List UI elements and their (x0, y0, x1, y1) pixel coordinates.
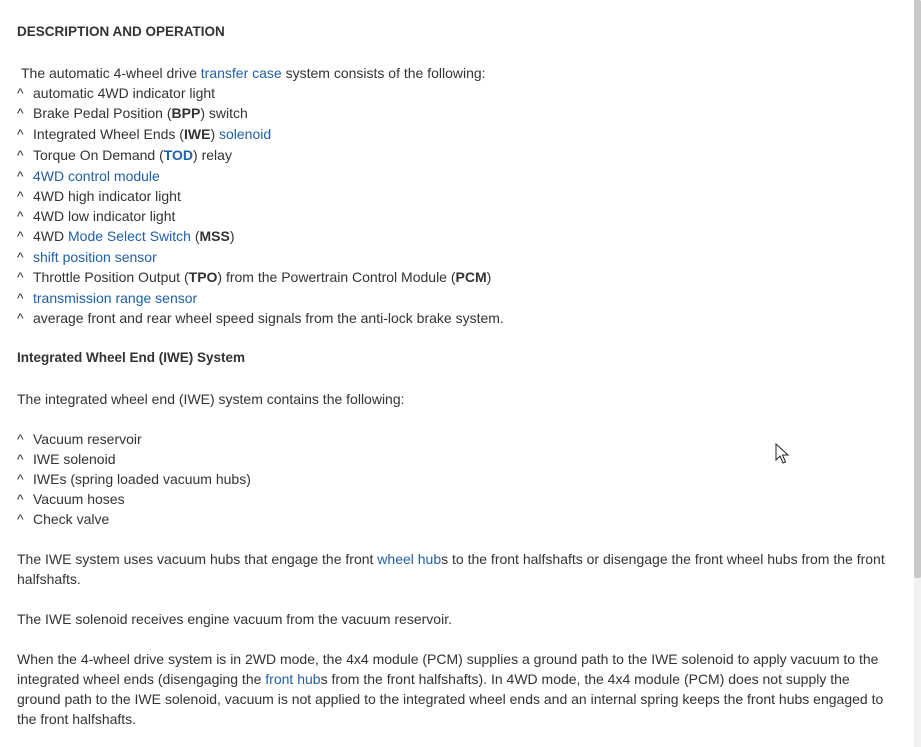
page-title: DESCRIPTION AND OPERATION (17, 24, 225, 39)
list-item: ^ 4WD control module (17, 168, 160, 184)
list-item: ^ Integrated Wheel Ends (IWE) solenoid (17, 126, 272, 142)
mouse-pointer-icon (775, 443, 789, 465)
list-item: ^ 4WD low indicator light (17, 208, 176, 224)
paragraph-iwe-system: The IWE system uses vacuum hubs that engage the front wheel hubs to the front halfshafts or disengage the front wheel hubs from the front halfshafts. (17, 551, 885, 587)
list-item: ^ Vacuum reservoir (17, 431, 142, 447)
list-item: ^ Brake Pedal Position (BPP) switch (17, 105, 248, 121)
list-item: ^ IWEs (spring loaded vacuum hubs) (17, 471, 251, 487)
intro-line: The automatic 4-wheel drive transfer case system consists of the following: (21, 65, 486, 81)
scrollbar-thumb[interactable] (914, 0, 921, 578)
list-item: ^ Torque On Demand (TOD) relay (17, 147, 232, 163)
link-mode-select-switch[interactable]: Mode Select Switch (68, 228, 191, 244)
link-shift-position-sensor[interactable]: shift position sensor (33, 249, 157, 265)
list-item: ^ transmission range sensor (17, 290, 198, 306)
list-item: ^ 4WD Mode Select Switch (MSS) (17, 228, 235, 244)
list-item: ^ Vacuum hoses (17, 491, 125, 507)
paragraph-2wd-mode: When the 4-wheel drive system is in 2WD mode, the 4x4 module (PCM) supplies a ground path to the IWE solenoid to apply vacuum to the integrated wheel ends (disengaging the front hubs from the front halfshafts). In 4WD mode, the 4x4 module (PCM) does not supply the ground path to the IWE solenoid, vacuum is not applied to the integrated wheel ends and an internal spring keeps the front hubs engaged to the front halfshafts. (17, 651, 884, 727)
list-item: ^ IWE solenoid (17, 451, 116, 467)
list-item: ^ Throttle Position Output (TPO) from the Powertrain Control Module (PCM) (17, 269, 492, 285)
link-transmission-range-sensor[interactable]: transmission range sensor (33, 290, 198, 306)
list-item: ^ 4WD high indicator light (17, 188, 181, 204)
list-item: ^ Check valve (17, 511, 110, 527)
link-wheel-hub[interactable]: wheel hub (377, 551, 442, 567)
paragraph-iwe-solenoid: The IWE solenoid receives engine vacuum from the vacuum reservoir. (17, 611, 452, 627)
list-item: ^ shift position sensor (17, 249, 157, 265)
link-solenoid[interactable]: solenoid (219, 126, 272, 142)
list-item: ^ automatic 4WD indicator light (17, 85, 216, 101)
scrollbar-track[interactable] (914, 0, 921, 747)
link-tod[interactable]: TOD (163, 147, 194, 163)
link-4wd-control-module[interactable]: 4WD control module (33, 168, 160, 184)
section-heading: Integrated Wheel End (IWE) System (17, 350, 246, 365)
iwe-intro: The integrated wheel end (IWE) system contains the following: (17, 391, 405, 407)
list-item: ^ average front and rear wheel speed signals from the anti-lock brake system. (17, 310, 504, 326)
link-front-hub[interactable]: front hub (265, 671, 321, 687)
link-transfer-case[interactable]: transfer case (200, 65, 282, 81)
